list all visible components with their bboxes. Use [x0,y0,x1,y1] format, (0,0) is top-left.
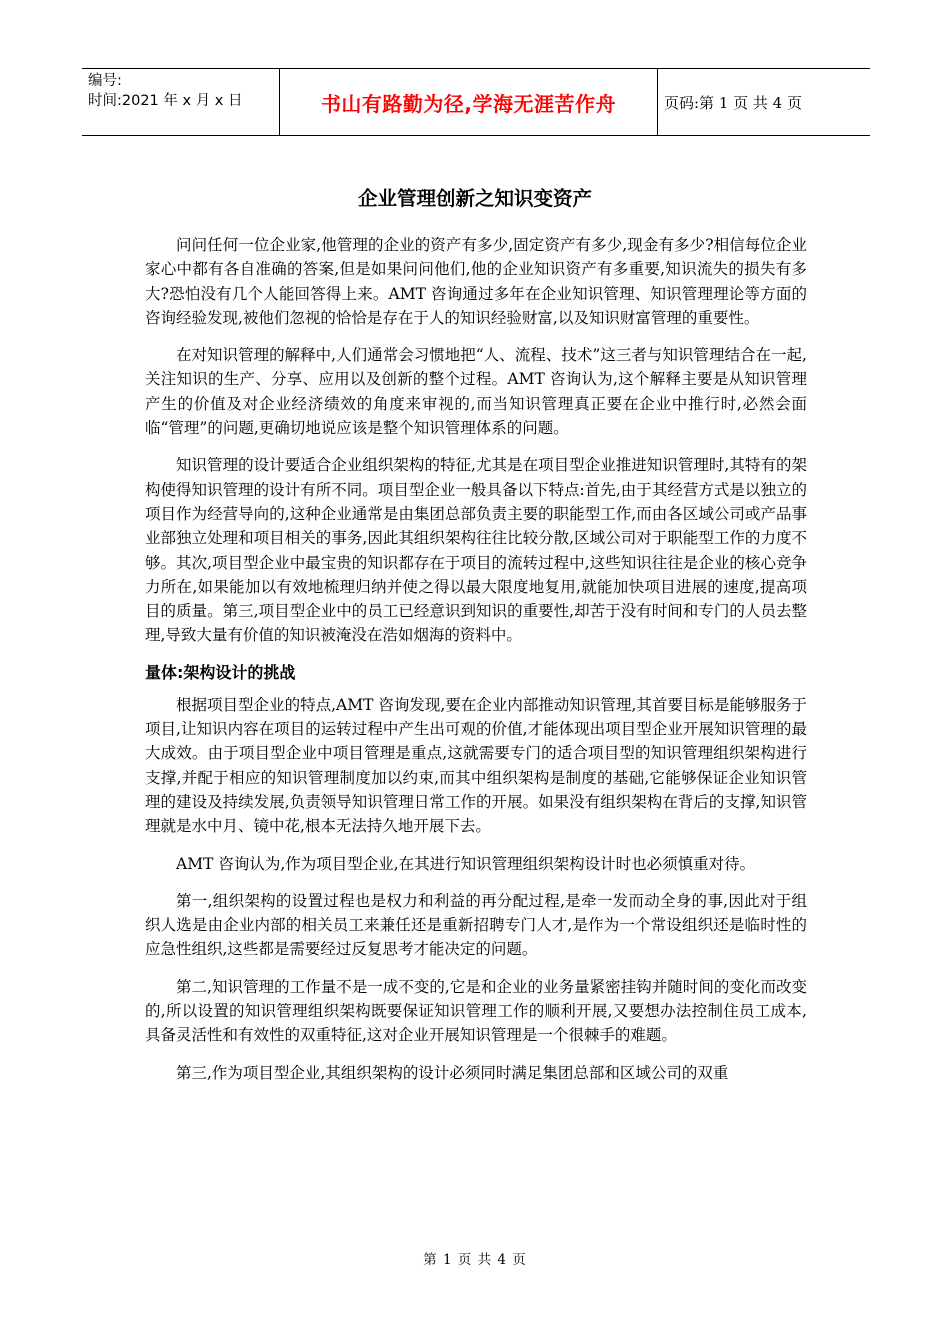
header-meta [82,69,280,135]
header-motto: 书山有路勤为径,学海无涯苦作舟 [280,69,658,135]
paragraph: 根据项目型企业的特点,AMT 咨询发现,要在企业内部推动知识管理,其首要目标是能够服务于项目,让知识内容在项目的运转过程中产生出可观的价值,才能体现出项目型企业开展知识管理的最大成效。由于项目型企业中项目管理是重点,这就需要专门的适合项目型的知识管理组织架构进行支撑,并配于相应的知识管理制度加以约束,而其中组织架构是制度的基础,它能够保证企业知识管理的建设及持续发展,负责领导知识管理日常工作的开展。如果没有组织架构在背后的支撑,知识管理就是水中月、镜中花,根本无法持久地开展下去。 [145,695,807,836]
paragraph: 第一,组织架构的设置过程也是权力和利益的再分配过程,是牵一发而动全身的事,因此对于组织人选是由企业内部的相关员工来兼任还是重新招聘专门人才,是作为一个常设组织还是临时性的应急性组织,这些都是需要经过反复思考才能决定的问题。 [145,891,807,959]
paragraph: 在对知识管理的解释中,人们通常会习惯地把“人、流程、技术”这三者与知识管理结合在一起,关注知识的生产、分享、应用以及创新的整个过程。AMT 咨询认为,这个解释主要是从知识管理产生的价值及对企业经济绩效的角度来审视的,而当知识管理真正要在企业中推行时,必然会面临“管理”的问题,更确切地说应该是整个知识管理体系的问题。 [145,346,807,438]
paragraph: 第二,知识管理的工作量不是一成不变的,它是和企业的业务量紧密挂钩并随时间的变化而改变的,所以设置的知识管理组织架构既要保证知识管理工作的顺利开展,又要想办法控制住员工成本,具备灵活性和有效性的双重特征,这对企业开展知识管理是一个很棘手的难题。 [145,977,807,1045]
document-date-label: 时间:2021 年 x 月 x 日 [88,93,243,109]
paragraph: 问问任何一位企业家,他管理的企业的资产有多少,固定资产有多少,现金有多少?相信每位企业家心中都有各自准确的答案,但是如果问问他们,他的企业知识资产有多重要,知识流失的损失有多大?恐怕没有几个人能回答得上来。AMT 咨询通过多年在企业知识管理、知识管理理论等方面的咨询经验发现,被他们忽视的恰恰是存在于人的知识经验财富,以及知识财富管理的重要性。 [145,236,807,327]
header-page-info: 页码:第 1 页 共 4 页 [664,93,802,112]
page-footer: 第 1 页 共 4 页 [423,1252,527,1268]
page-header [82,68,870,136]
paragraph: 知识管理的设计要适合企业组织架构的特征,尤其是在项目型企业推进知识管理时,其特有的架构使得知识管理的设计有所不同。项目型企业一般具备以下特点:首先,由于其经营方式是以独立的项目作为经营导向的,这种企业通常是由集团总部负责主要的职能型工作,而由各区域公司或产品事业部独立处理和项目相关的事务,因此其组织架构往往比较分散,区域公司对于职能型工作的力度不够。其次,项目型企业中最宝贵的知识都存在于项目的流转过程中,这些知识往往是企业的核心竞争力所在,如果能加以有效地梳理归纳并使之得以最大限度地复用,就能加快项目进展的速度,提高项目的质量。第三,项目型企业中的员工已经意识到知识的重要性,却苦于没有时间和专门的人员去整理,导致大量有价值的知识被淹没在浩如烟海的资料中。 [145,456,807,645]
document-title: 企业管理创新之知识变资产 [357,187,592,210]
document-body [145,233,807,1098]
paragraph: 第三,作为项目型企业,其组织架构的设计必须同时满足集团总部和区域公司的双重 [176,1063,729,1082]
paragraph: AMT 咨询认为,作为项目型企业,在其进行知识管理组织架构设计时也必须慎重对待。 [176,854,756,873]
section-heading: 量体:架构设计的挑战 [145,662,296,682]
document-number-label: 编号: [88,73,122,89]
